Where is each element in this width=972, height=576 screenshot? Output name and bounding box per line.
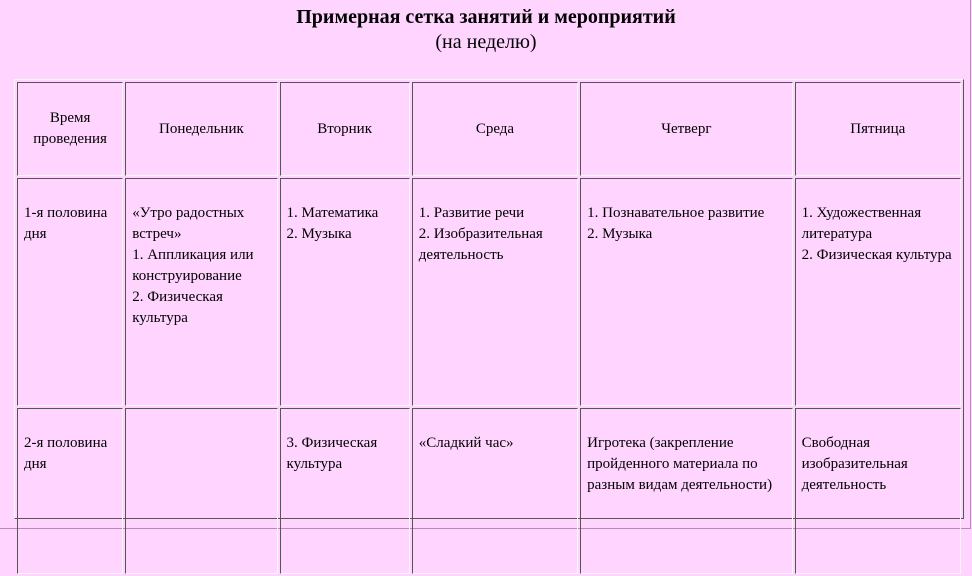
cell-line: «Сладкий час» [418, 435, 514, 451]
schedule-table [15, 80, 963, 576]
page-title: Примерная сетка занятий и мероприятий [296, 6, 676, 28]
column-header-tuesday: Вторник [280, 82, 410, 176]
cell-line: 2. Физическая культура [132, 289, 223, 326]
column-header-monday: Понедельник [125, 82, 277, 176]
table-header-row [17, 82, 961, 176]
column-header-friday: Пятница [795, 82, 961, 176]
cell-line: 2. Музыка [286, 226, 352, 242]
cell-line: 1. Художественная литература [801, 205, 922, 242]
table-cell-monday [125, 178, 277, 406]
column-header-wednesday: Среда [412, 82, 578, 176]
cell-line: 3. Физическая культура [286, 435, 378, 472]
table-row [17, 408, 961, 574]
table-cell-tuesday [280, 178, 410, 406]
column-header-thursday: Четверг [580, 82, 792, 176]
cell-line: 1. Аппликация или конструирование [132, 247, 254, 284]
table-cell-friday [795, 178, 961, 406]
cell-line: «Утро радостных встреч» [132, 205, 245, 242]
table-cell-wednesday [412, 178, 578, 406]
cell-line: 2. Музыка [587, 226, 653, 242]
cell-line: 1. Познавательное развитие [587, 205, 765, 221]
cell-line: 1. Математика [286, 205, 379, 221]
cell-line: 2. Изобразительная деятельность [418, 226, 543, 263]
cell-line: Свободная изобразительная деятельность [801, 435, 908, 493]
table-cell-thursday [580, 408, 792, 574]
cell-line: 2. Физическая культура [801, 247, 952, 263]
cell-line: Игротека (закрепление пройденного материала по разным видам деятельности) [587, 435, 773, 493]
time-cell: 1-я половина дня [17, 178, 123, 406]
page-subtitle: (на неделю) [435, 31, 537, 53]
table-cell-thursday [580, 178, 792, 406]
table-cell-tuesday [280, 408, 410, 574]
document-header [0, 0, 972, 55]
column-header-time: Время проведения [17, 82, 123, 176]
schedule-table-frame [14, 79, 964, 519]
table-row [17, 178, 961, 406]
table-cell-monday [125, 408, 277, 574]
table-cell-friday [795, 408, 961, 574]
cell-line: 1. Развитие речи [418, 205, 525, 221]
time-cell: 2-я половина дня [17, 408, 123, 574]
table-cell-wednesday [412, 408, 578, 574]
